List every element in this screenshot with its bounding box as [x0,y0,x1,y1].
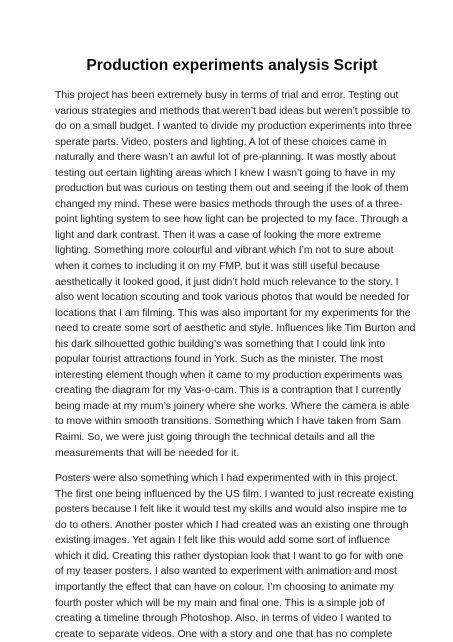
text-line: naturally and there wasn’t an awful lot of pre-planning. It was mostly about [55,152,396,164]
text-line: production but was curious on testing them out and seeing if the look of them [55,183,409,195]
text-line: to move within smooth transitions. Something which I have taken from Sam [55,416,401,428]
text-line: Raimi. So, we were just going through the technical details and all the [55,432,375,444]
text-line: also went location scouting and took various photos that would be needed for [55,292,410,304]
text-line: various strategies and methods that weren’t bad ideas but weren’t possible to [55,105,411,117]
text-line: popular tourist attractions found in York. Such as the minister. The most [55,354,383,366]
text-line: This project has been extremely busy in terms of trial and error. Testing out [55,90,399,101]
text-line: need to create some sort of aesthetic and style. Influences like Tim Burton and [55,323,416,335]
paragraph-1 [55,88,416,461]
text-line: measurements that will be needed for it. [55,447,240,459]
text-line: locations that I am filming. This was also important for my experiments for the [55,307,411,319]
text-line: which it did. Creating this rather dystopian look that I want to go for with one [55,550,404,562]
text-line: of my teaser posters. I also wanted to experiment with animation and most [55,566,397,578]
text-line: aesthetically it looked good, it just didn’t hold much relevance to the story. I [55,276,399,288]
text-line: The first one being influenced by the US film. I wanted to just recreate existing [55,488,414,500]
text-line: fourth poster which will be my main and final one. This is a simple job of [55,597,385,609]
text-line: when it comes to including it on my FMP, but it was still useful because [55,261,380,273]
text-line: do to others. Another poster which I had created was an existing one through [55,519,409,531]
text-line: create to separate videos. One with a story and one that has no complete [55,628,393,640]
text-line: his dark silhouetted gothic building’s was something that I could link into [55,338,386,350]
text-line: point lighting system to see how light can be projected to my face. Through a [55,214,408,226]
text-line: Posters were also something which I had experimented with in this project. [55,473,399,485]
text-line: sperate parts. Video, posters and lighting. A lot of these choices came in [55,136,387,148]
text-line: lighting. Something more colourful and vibrant which I’m not to sure about [55,245,394,257]
text-line: posters because I felt like it would test my skills and would also inspire me to [55,504,407,516]
text-line: creating a timeline through Photoshop. Also, in terms of video I wanted to [55,613,392,625]
text-line: do on a small budget. I wanted to divide my production experiments into three [55,121,412,133]
text-line: creating the diagram for my Vas-o-cam. This is a contraption that I currently [55,385,402,397]
text-line: importantly the effect that can have on colour. I’m choosing to animate my [55,581,394,593]
document-title: Production experiments analysis Script [86,57,378,74]
text-line: changed my mind. These were basics methods through the uses of a three- [55,198,403,210]
text-line: interesting element though when it came to my production experiments was [55,369,403,381]
text-line: testing out certain lighting areas which I knew I wasn’t going to have in my [55,167,396,179]
text-line: light and dark contrast. Then it was a case of looking the more extreme [55,229,382,241]
text-line: existing images. Yet again I felt like this would add some sort of influence [55,535,391,547]
paragraph-2 [55,471,414,642]
text-line: being made at my mum’s joinery where she works. Where the camera is able [55,400,410,412]
